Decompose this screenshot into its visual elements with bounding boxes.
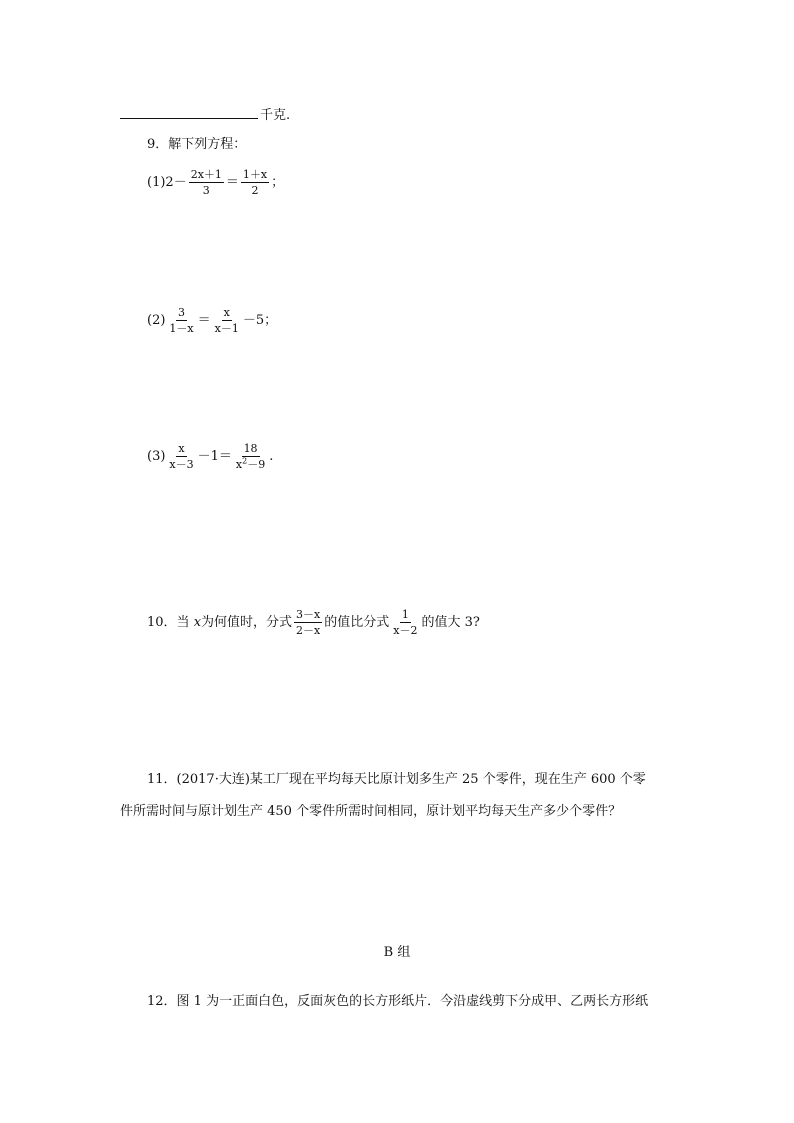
fraction: $\frac{2x+1}{3}$: [190, 168, 222, 197]
q11-line1: 11．(2017·大连)某工厂现在平均每天比原计划多生产 25 个零件，现在生产 600 个零: [147, 772, 646, 787]
fraction: $\frac{1+x}{2}$: [242, 168, 268, 197]
answer-blank: [120, 104, 258, 119]
q12-line1: 12．图 1 为一正面白色，反面灰色的长方形纸片．今沿虚线剪下分成甲、乙两长方形纸: [147, 994, 649, 1009]
fraction: $\frac{x}{x-1}$: [214, 306, 239, 335]
section-title: B 组: [383, 945, 411, 960]
fraction: $\frac{x}{x-3}$: [169, 442, 194, 471]
q9-part2: (2) $\frac{3}{1-x}$ ＝ $\frac{x}{x-1}$ －5；: [147, 306, 278, 335]
q9-part1: (1)2－ $\frac{2x+1}{3}$ ＝ $\frac{1+x}{2}$ ；: [147, 168, 285, 197]
fraction: $\frac{3-x}{2-x}$: [296, 608, 321, 637]
q10: 10．当 x为何值时，分式 $\frac{3-x}{2-x}$ 的值比分式 $\frac{1}{x-2}$ 的值大 3?: [147, 608, 480, 637]
fraction: $\frac{18}{x^2-9}$: [235, 442, 266, 471]
fraction: $\frac{3}{1-x}$: [169, 306, 194, 335]
q9-title: 9．解下列方程：: [147, 137, 247, 152]
fraction: $\frac{1}{x-2}$: [393, 608, 418, 637]
q11-line2: 件所需时间与原计划生产 450 个零件所需时间相同，原计划平均每天生产多少个零件？: [120, 804, 622, 819]
q9-part3: (3) $\frac{x}{x-3}$ －1＝ $\frac{18}{x^2-9}$ .: [147, 442, 274, 471]
q8-answer-line: 千克.: [120, 104, 290, 126]
